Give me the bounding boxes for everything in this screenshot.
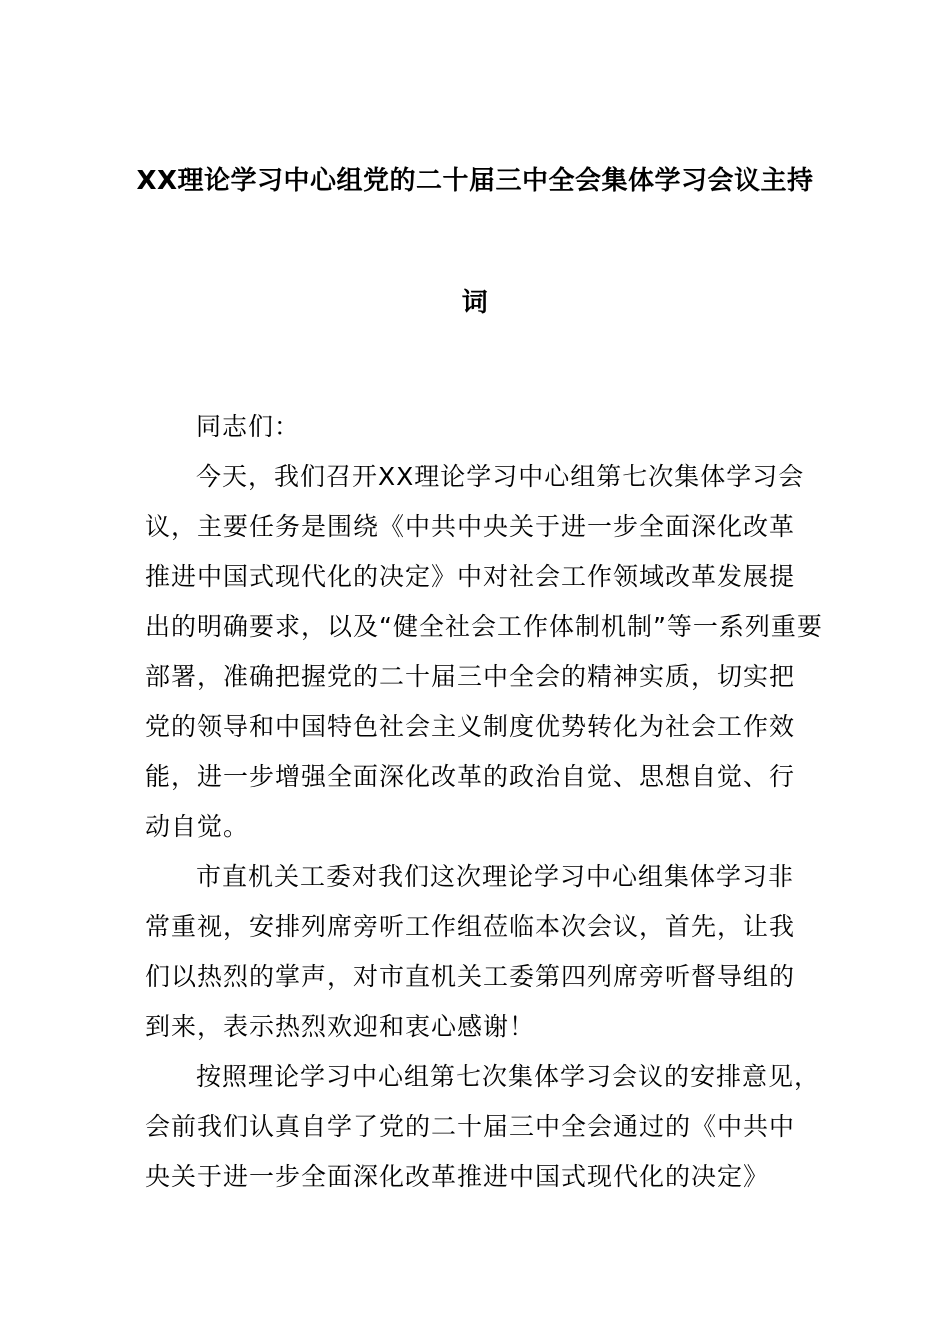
body-line: 同志们： <box>196 412 301 441</box>
body-line: 常重视，安排列席旁听工作组莅临本次会议，首先，让我 <box>145 912 796 941</box>
body-line: 部署，准确把握党的二十届三中全会的精神实质，切实把 <box>145 662 796 691</box>
document-title-line-1: XX理论学习中心组党的二十届三中全会集体学习会议主持 <box>136 166 814 196</box>
body-line: 会前我们认真自学了党的二十届三中全会通过的《中共中 <box>145 1112 796 1141</box>
body-line: 出的明确要求，以及“健全社会工作体制机制”等一系列重要 <box>145 612 823 641</box>
document-title-line-2: 词 <box>461 288 489 318</box>
body-line: 按照理论学习中心组第七次集体学习会议的安排意见， <box>196 1062 821 1091</box>
body-line: 到来，表示热烈欢迎和衷心感谢！ <box>145 1012 536 1041</box>
body-line: 今天，我们召开XX理论学习中心组第七次集体学习会 <box>196 462 805 491</box>
body-line: 市直机关工委对我们这次理论学习中心组集体学习非 <box>196 862 795 891</box>
body-line: 能，进一步增强全面深化改革的政治自觉、思想自觉、行 <box>145 762 796 791</box>
body-line: 动自觉。 <box>145 812 250 841</box>
body-line: 推进中国式现代化的决定》中对社会工作领域改革发展提 <box>145 562 796 591</box>
document-body <box>145 402 823 1202</box>
body-line: 党的领导和中国特色社会主义制度优势转化为社会工作效 <box>145 712 796 741</box>
body-line: 议，主要任务是围绕《中共中央关于进一步全面深化改革 <box>145 512 796 541</box>
body-line: 央关于进一步全面深化改革推进中国式现代化的决定》 <box>145 1162 770 1191</box>
body-line: 们以热烈的掌声，对市直机关工委第四列席旁听督导组的 <box>145 962 796 991</box>
